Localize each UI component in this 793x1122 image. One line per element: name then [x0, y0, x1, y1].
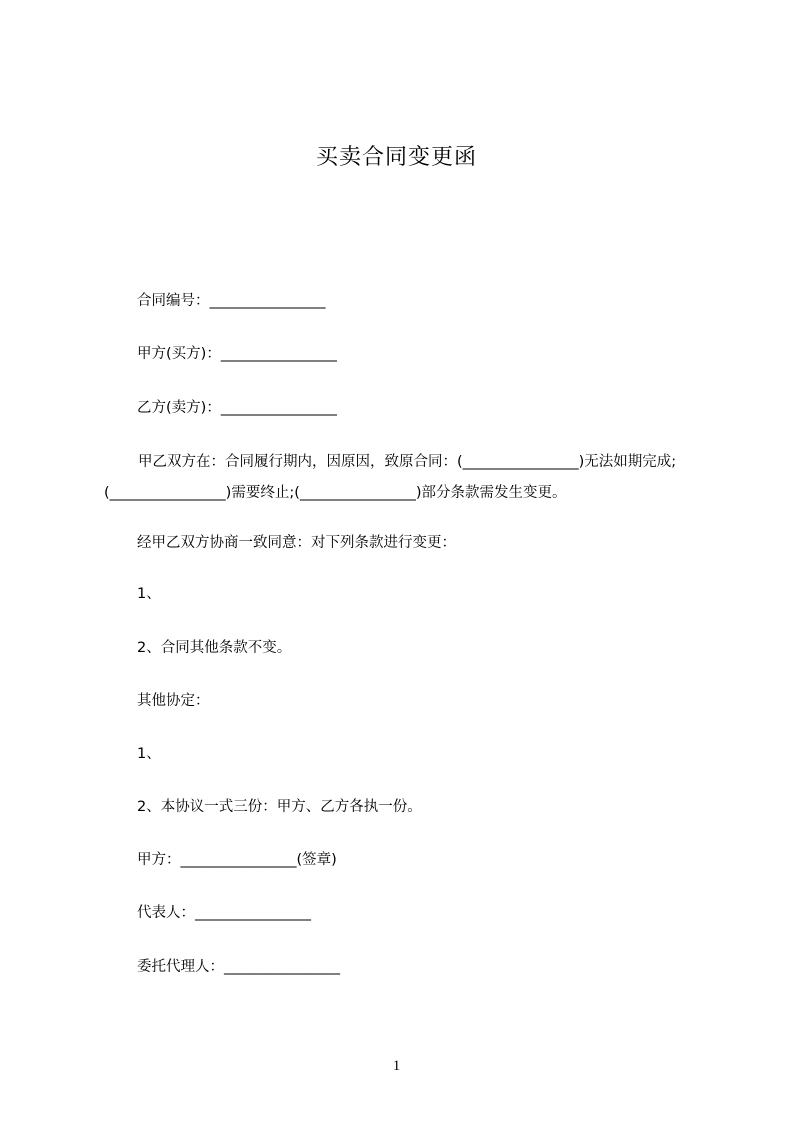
- change-item-2: 2、合同其他条款不变。: [137, 640, 292, 656]
- party-a-line: 甲方(买方)：________________: [137, 346, 337, 362]
- signature-party-a: 甲方：________________(签章): [137, 852, 337, 868]
- contract-number-line: 合同编号：________________: [137, 293, 326, 309]
- party-b-line: 乙方(卖方)：________________: [137, 400, 337, 416]
- other-agreements-heading: 其他协定：: [137, 693, 210, 709]
- document-title: 买卖合同变更函: [315, 145, 477, 170]
- agreement-statement: 经甲乙双方协商一致同意：对下列条款进行变更：: [137, 535, 456, 551]
- page-number: 1: [392, 1058, 401, 1074]
- representative-line: 代表人：________________: [137, 905, 311, 921]
- other-item-2: 2、本协议一式三份：甲方、乙方各执一份。: [137, 799, 422, 815]
- authorized-agent-line: 委托代理人：________________: [137, 959, 340, 975]
- intro-paragraph: 甲乙双方在：合同履行期内，因原因，致原合同：(________________)无法如期完成;(________________)需要终止;(________________)部分条款需发生变更。: [104, 454, 677, 501]
- other-item-1: 1、: [137, 746, 161, 762]
- change-item-1: 1、: [137, 586, 161, 602]
